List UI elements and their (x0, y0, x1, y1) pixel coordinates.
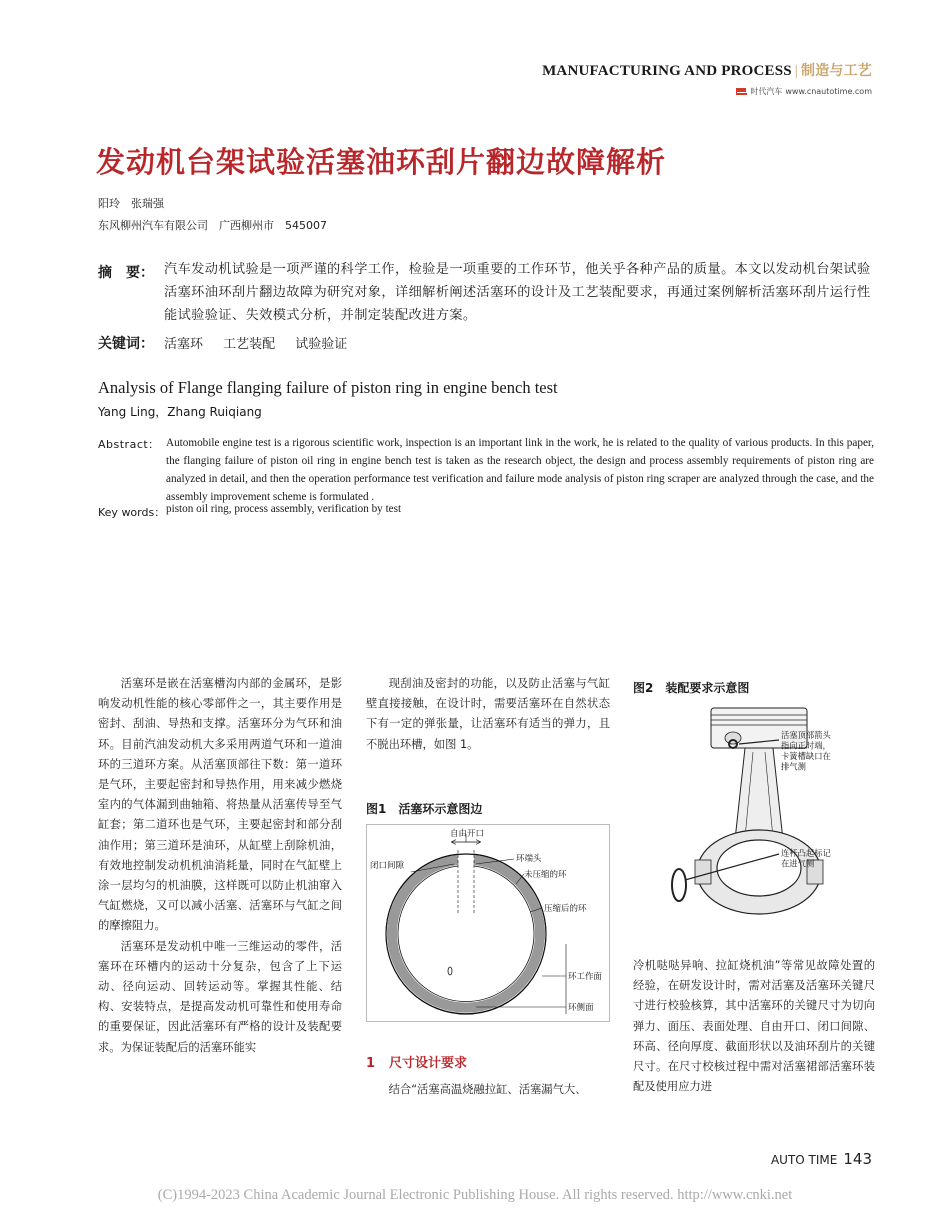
paragraph: 现刮油及密封的功能，以及防止活塞与气缸壁直接接触，在设计时，需要活塞环在自然状态下有一定的弹张量，让活塞环有适当的弹力，且不脱出环槽，如图 1。 (366, 677, 610, 751)
label-side-face: 环侧面 (568, 1003, 594, 1013)
label-closed-gap: 闭口间隙 (370, 861, 405, 871)
keywords-label: 关键词： (98, 336, 154, 352)
section-1-heading (366, 1052, 481, 1071)
label-uncompressed-ring: 未压缩的环 (524, 870, 567, 880)
figure-2-caption (633, 679, 761, 696)
copyright-watermark: (C)1994-2023 China Academic Journal Electronic Publishing House. All rights reserved. http://www.cnki.net (157, 1187, 793, 1203)
figure-1-number: 图1 (366, 802, 387, 816)
figure-1-caption (366, 800, 494, 817)
magazine-name-cn: 时代汽车 (750, 87, 783, 96)
header-separator: | (794, 63, 798, 79)
paragraph: 结合“活塞高温烧融拉缸、活塞漏气大、 (388, 1083, 587, 1096)
english-title: Analysis of Flange flanging failure of piston ring in engine bench test (98, 378, 558, 397)
section-name-en: MANUFACTURING AND PROCESS (542, 63, 792, 79)
affiliation: 东风柳州汽车有限公司 广西柳州市 545007 (98, 219, 327, 232)
label-ring-end: 环端头 (516, 854, 542, 864)
label-rod-mark: 连杆凸起标记 在进气侧 (781, 848, 831, 869)
figure-1-piston-ring-diagram (366, 824, 610, 1022)
rod-mark-highlight (672, 869, 686, 901)
figure-2-assembly-diagram (633, 700, 877, 932)
figure-2-title: 装配要求示意图 (665, 681, 750, 695)
mail-icon (736, 88, 747, 95)
abstract-label: 摘 要： (98, 265, 154, 281)
body-column-2 (366, 674, 610, 755)
english-abstract-label: Abstract： (98, 438, 160, 451)
abstract-text: 汽车发动机试验是一项严谨的科学工作，检验是一项重要的工作环节，他关乎各种产品的质量。本文以发动机台架试验活塞环油环刮片翻边故障为研究对象，详细解析阐述活塞环的设计及工艺装配要求，再通过案例解析活塞环刮片运行性能试验验证、失效模式分析，并制定装配改进方案。 (164, 262, 871, 323)
figure-1-title: 活塞环示意图边 (398, 802, 483, 816)
body-column-3 (633, 956, 875, 1097)
magazine-website[interactable]: www.cnautotime.com (785, 87, 872, 96)
label-piston-arrow: 活塞顶部箭头 指向正时端， 卡簧槽缺口在 排气测 (781, 730, 831, 772)
english-keywords-label: Key words： (98, 506, 166, 519)
section-1-number: 1 (366, 1056, 376, 1071)
label-free-gap: 自由开口 (450, 829, 485, 839)
section-1-title: 尺寸设计要求 (389, 1056, 468, 1071)
keywords-text: 活塞环 工艺装配 试验验证 (164, 337, 348, 352)
paragraph: 活塞环是嵌在活塞槽沟内部的金属环，是影响发动机性能的核心零部件之一，其主要作用是密封、刮油、导热和支撑。活塞环分为气环和油环。目前汽油发动机大多采用两道气环和一道油环的三道环方案。从活塞顶部往下数：第一道环是气环，主要起密封和导热作用，用来减少燃烧室内的气体漏到曲轴箱、将热量从活塞传导至气缸套；第二道环也是气环，主要起密封和部分刮油作用；第三道环是油环，从缸壁上刮除机油，有效地控制发动机机油消耗量，同时在气缸壁上涂一层均匀的机油膜，这样既可以防止机油窜入气缸燃烧，又可以减小活塞、活塞环与气缸之间的摩擦阻力。 (98, 677, 342, 933)
article-title: 发动机台架试验活塞油环刮片翻边故障解析 (96, 145, 667, 179)
footer-magazine: AUTO TIME (770, 1153, 838, 1167)
english-authors: Yang Ling，Zhang Ruiqiang (98, 405, 262, 419)
english-keywords-text: piston oil ring, process assembly, verification by test (166, 503, 402, 515)
paragraph: 活塞环是发动机中唯一三维运动的零件，活塞环在环槽内的运动十分复杂，包含了上下运动、径向运动、回转运动等。掌握其性能、结构、安装特点，是提高发动机可靠性和使用寿命的重要保证，因此活塞环有严格的设计及装配要求。为保证装配后的活塞环能实 (98, 939, 342, 1054)
figure-2-number: 图2 (633, 681, 654, 695)
authors: 阳玲 张瑞强 (98, 197, 164, 210)
page-number: 143 (843, 1150, 872, 1168)
page-footer (771, 1150, 872, 1168)
body-column-2-continued (366, 1080, 610, 1100)
label-work-face: 环工作面 (568, 972, 603, 982)
paragraph: 冷机哒哒异响、拉缸烧机油”等常见故障处置的经验，在研发设计时，需对活塞及活塞环关键尺寸进行校验核算，其中活塞环的关键尺寸为切向弹力、面压、表面处理、自由开口、闭口间隙、环高、径向厚度、截面形状以及油环刮片的关键尺寸。在尺寸校核过程中需对活塞裙部活塞环装配及使用应力进 (633, 959, 875, 1094)
english-abstract-text: Automobile engine test is a rigorous scientific work, inspection is an important link in the work, he is related to the quality of various products. In this paper, the flanging failure of piston oil ring in engine bench test is taken as the research object, the design and process assembly requirements of piston ring are analyzed in detail, and then the operation performance test verification and failure mode analysis of piston ring scraper are analyzed through the case, and the assembly improvement scheme is formulated . (166, 437, 874, 503)
body-column-1 (98, 674, 342, 1058)
running-header (542, 60, 872, 80)
connecting-rod (735, 748, 783, 840)
label-compressed-ring: 压缩后的环 (544, 904, 587, 914)
section-name-cn: 制造与工艺 (801, 63, 872, 79)
magazine-line (736, 86, 872, 97)
